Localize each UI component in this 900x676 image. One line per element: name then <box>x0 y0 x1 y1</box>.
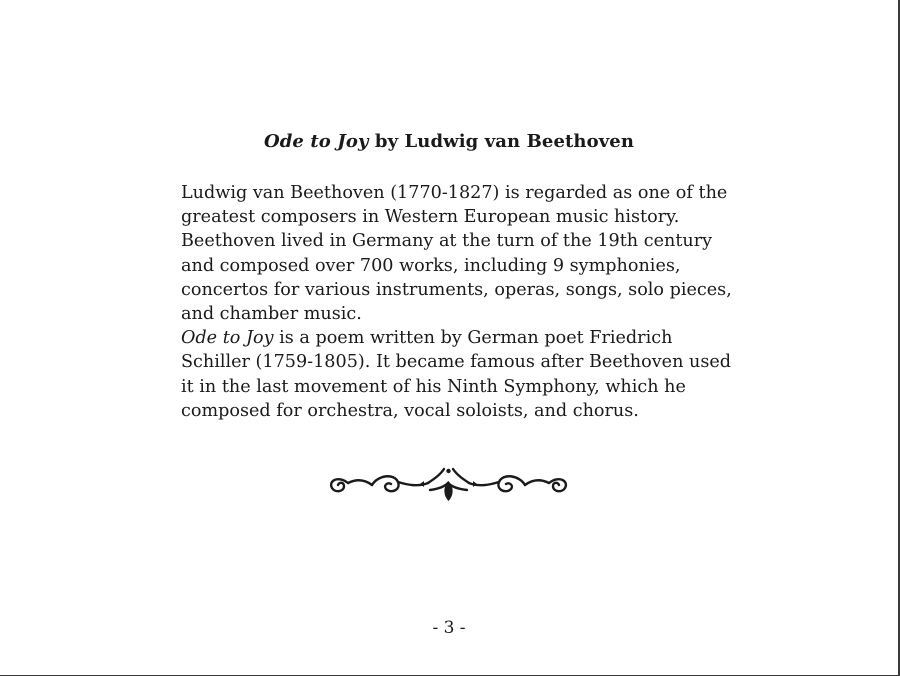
page-title <box>0 131 898 152</box>
page-number: - 3 - <box>432 618 466 638</box>
paragraph-biography: Ludwig van Beethoven (1770-1827) is regarded as one of the greatest composers in Western European music history. Beethoven lived in Germany at the turn of the 19th century and composed over 700 works, including 9 symphonies, concertos for various instruments, operas, songs, solo pieces, and chamber music. <box>181 183 732 325</box>
paragraph-poem-italic: Ode to Joy <box>181 328 274 349</box>
paragraph-poem-rest: is a poem written by German poet Friedrich Schiller (1759-1805). It became famous after Beethoven used it in the last movement of his Ninth Symphony, which he composed for orchestra, vocal soloists, and chorus. <box>181 328 732 421</box>
flourish-divider-icon <box>326 463 571 505</box>
paragraph-poem <box>181 326 741 423</box>
title-rest: by Ludwig van Beethoven <box>368 131 635 152</box>
body-text <box>181 181 741 423</box>
title-italic: Ode to Joy <box>263 131 369 152</box>
